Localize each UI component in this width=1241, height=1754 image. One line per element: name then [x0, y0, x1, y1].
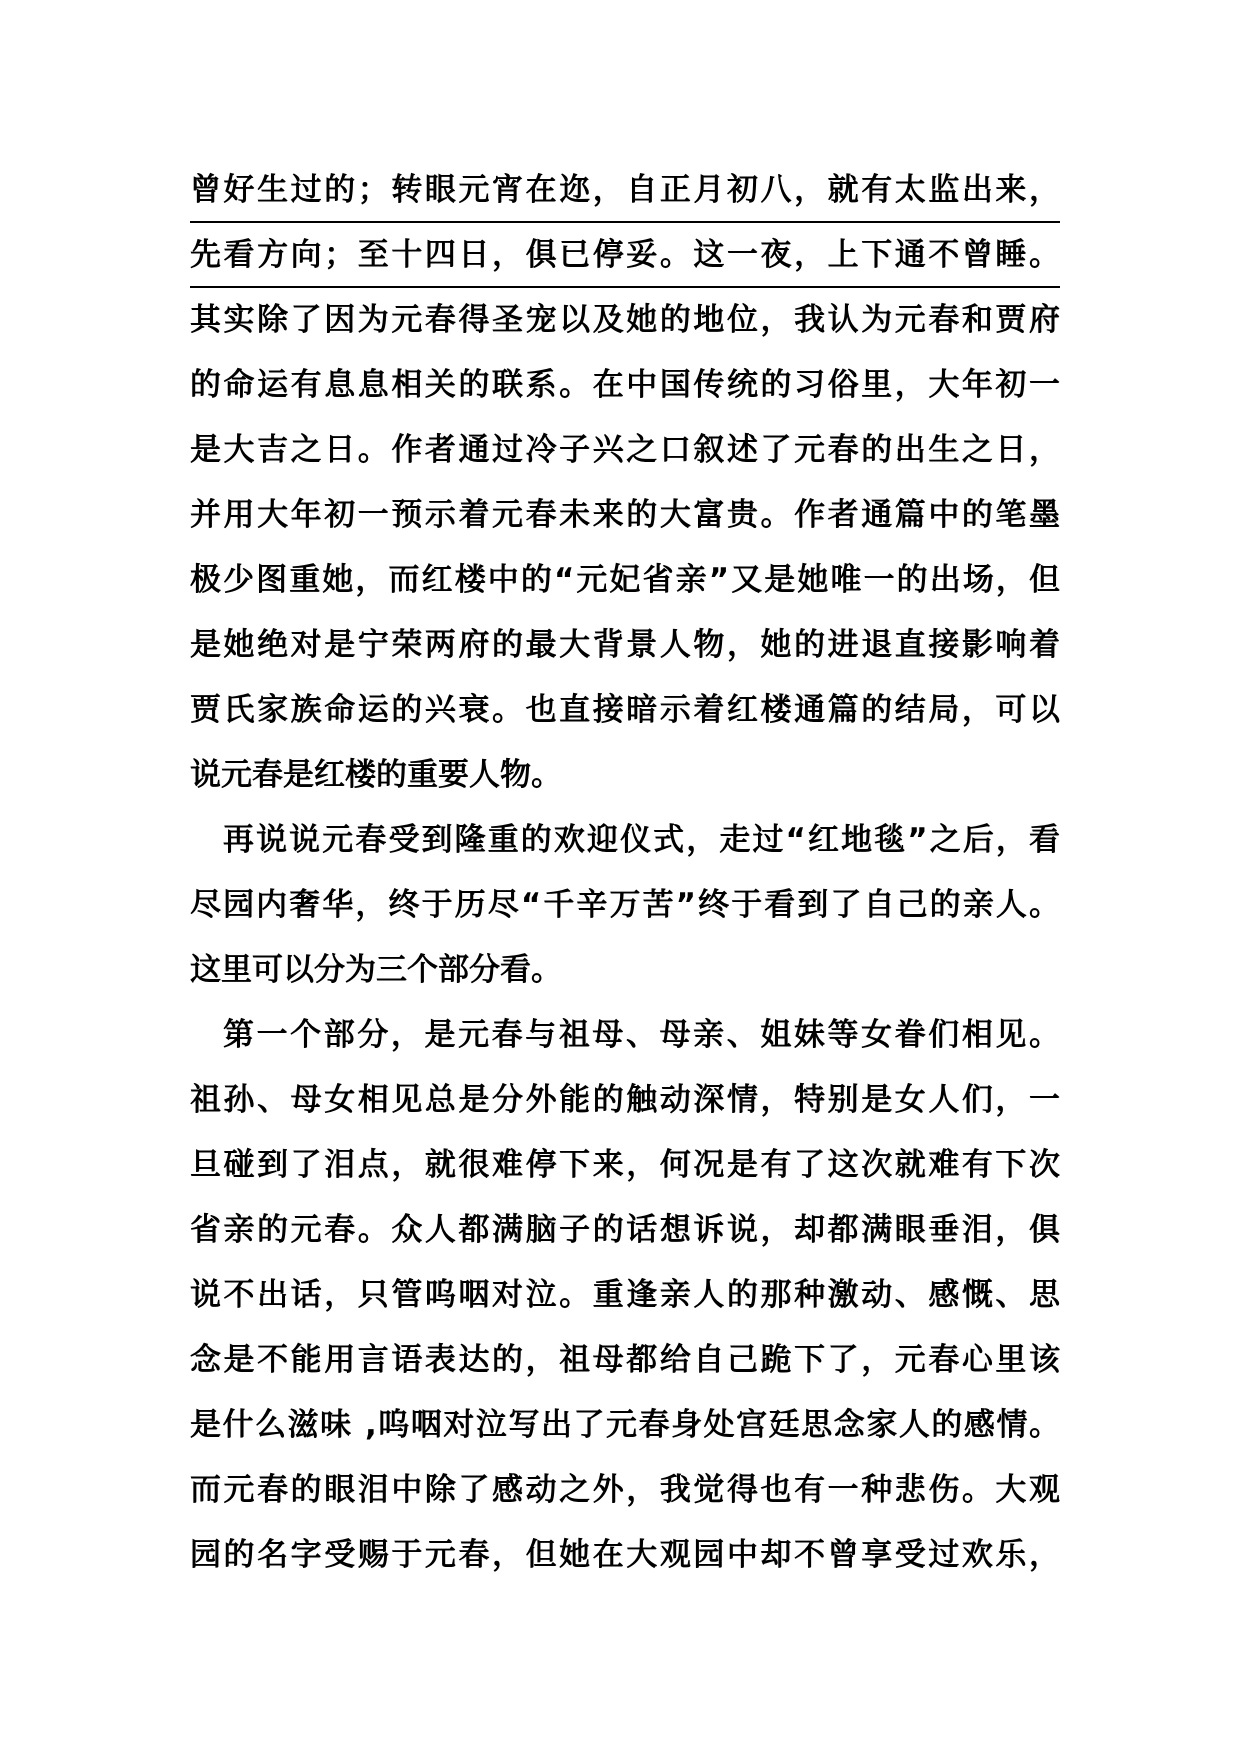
paragraph-line: 这里可以分为三个部分看。 — [190, 952, 562, 988]
paragraph-line: 是她绝对是宁荣两府的最大背景人物，她的进退直接影响着 — [190, 627, 1060, 663]
paragraph-line: 省亲的元春。众人都满脑子的话想诉说，却都满眼垂泪，俱 — [190, 1212, 1060, 1248]
paragraph-line: 旦碰到了泪点，就很难停下来，何况是有了这次就难有下次 — [190, 1147, 1060, 1183]
paragraph-line: 祖孙、母女相见总是分外能的触动深情，特别是女人们，一 — [190, 1082, 1060, 1118]
paragraph-line: 的命运有息息相关的联系。在中国传统的习俗里，大年初一 — [190, 367, 1060, 403]
paragraph-line: 极少图重她，而红楼中的“元妃省亲”又是她唯一的出场，但 — [190, 562, 1060, 598]
paragraph-line: 并用大年初一预示着元春未来的大富贵。作者通篇中的笔墨 — [190, 497, 1060, 533]
paragraph-line: 是什么滋味 ,呜咽对泣写出了元春身处宫廷思念家人的感情。 — [190, 1407, 1060, 1443]
paragraph-line: 第一个部分，是元春与祖母、母亲、姐妹等女眷们相见。 — [223, 1017, 1060, 1053]
paragraph-line: 说不出话，只管呜咽对泣。重逢亲人的那种激动、感慨、思 — [190, 1277, 1060, 1313]
paragraph-line: 贾氏家族命运的兴衰。也直接暗示着红楼通篇的结局，可以 — [190, 692, 1060, 728]
body-text — [190, 158, 1060, 1588]
quoted-line-underlined: 曾好生过的；转眼元宵在迩，自正月初八，就有太监出来， — [190, 158, 1060, 223]
paragraph-line: 尽园内奢华，终于历尽“千辛万苦”终于看到了自己的亲人。 — [190, 887, 1060, 923]
paragraph-line: 说元春是红楼的重要人物。 — [190, 757, 562, 793]
paragraph-line: 其实除了因为元春得圣宠以及她的地位，我认为元春和贾府 — [190, 302, 1060, 338]
paragraph-line: 念是不能用言语表达的，祖母都给自己跪下了，元春心里该 — [190, 1342, 1060, 1378]
paragraph-line: 是大吉之日。作者通过冷子兴之口叙述了元春的出生之日， — [190, 432, 1060, 468]
paragraph-line: 园的名字受赐于元春，但她在大观园中却不曾享受过欢乐， — [190, 1537, 1060, 1573]
paragraph-line: 再说说元春受到隆重的欢迎仪式，走过“红地毯”之后，看 — [223, 822, 1060, 858]
paragraph-line: 而元春的眼泪中除了感动之外，我觉得也有一种悲伤。大观 — [190, 1472, 1060, 1508]
quoted-line-underlined: 先看方向；至十四日，俱已停妥。这一夜，上下通不曾睡。 — [190, 223, 1060, 288]
